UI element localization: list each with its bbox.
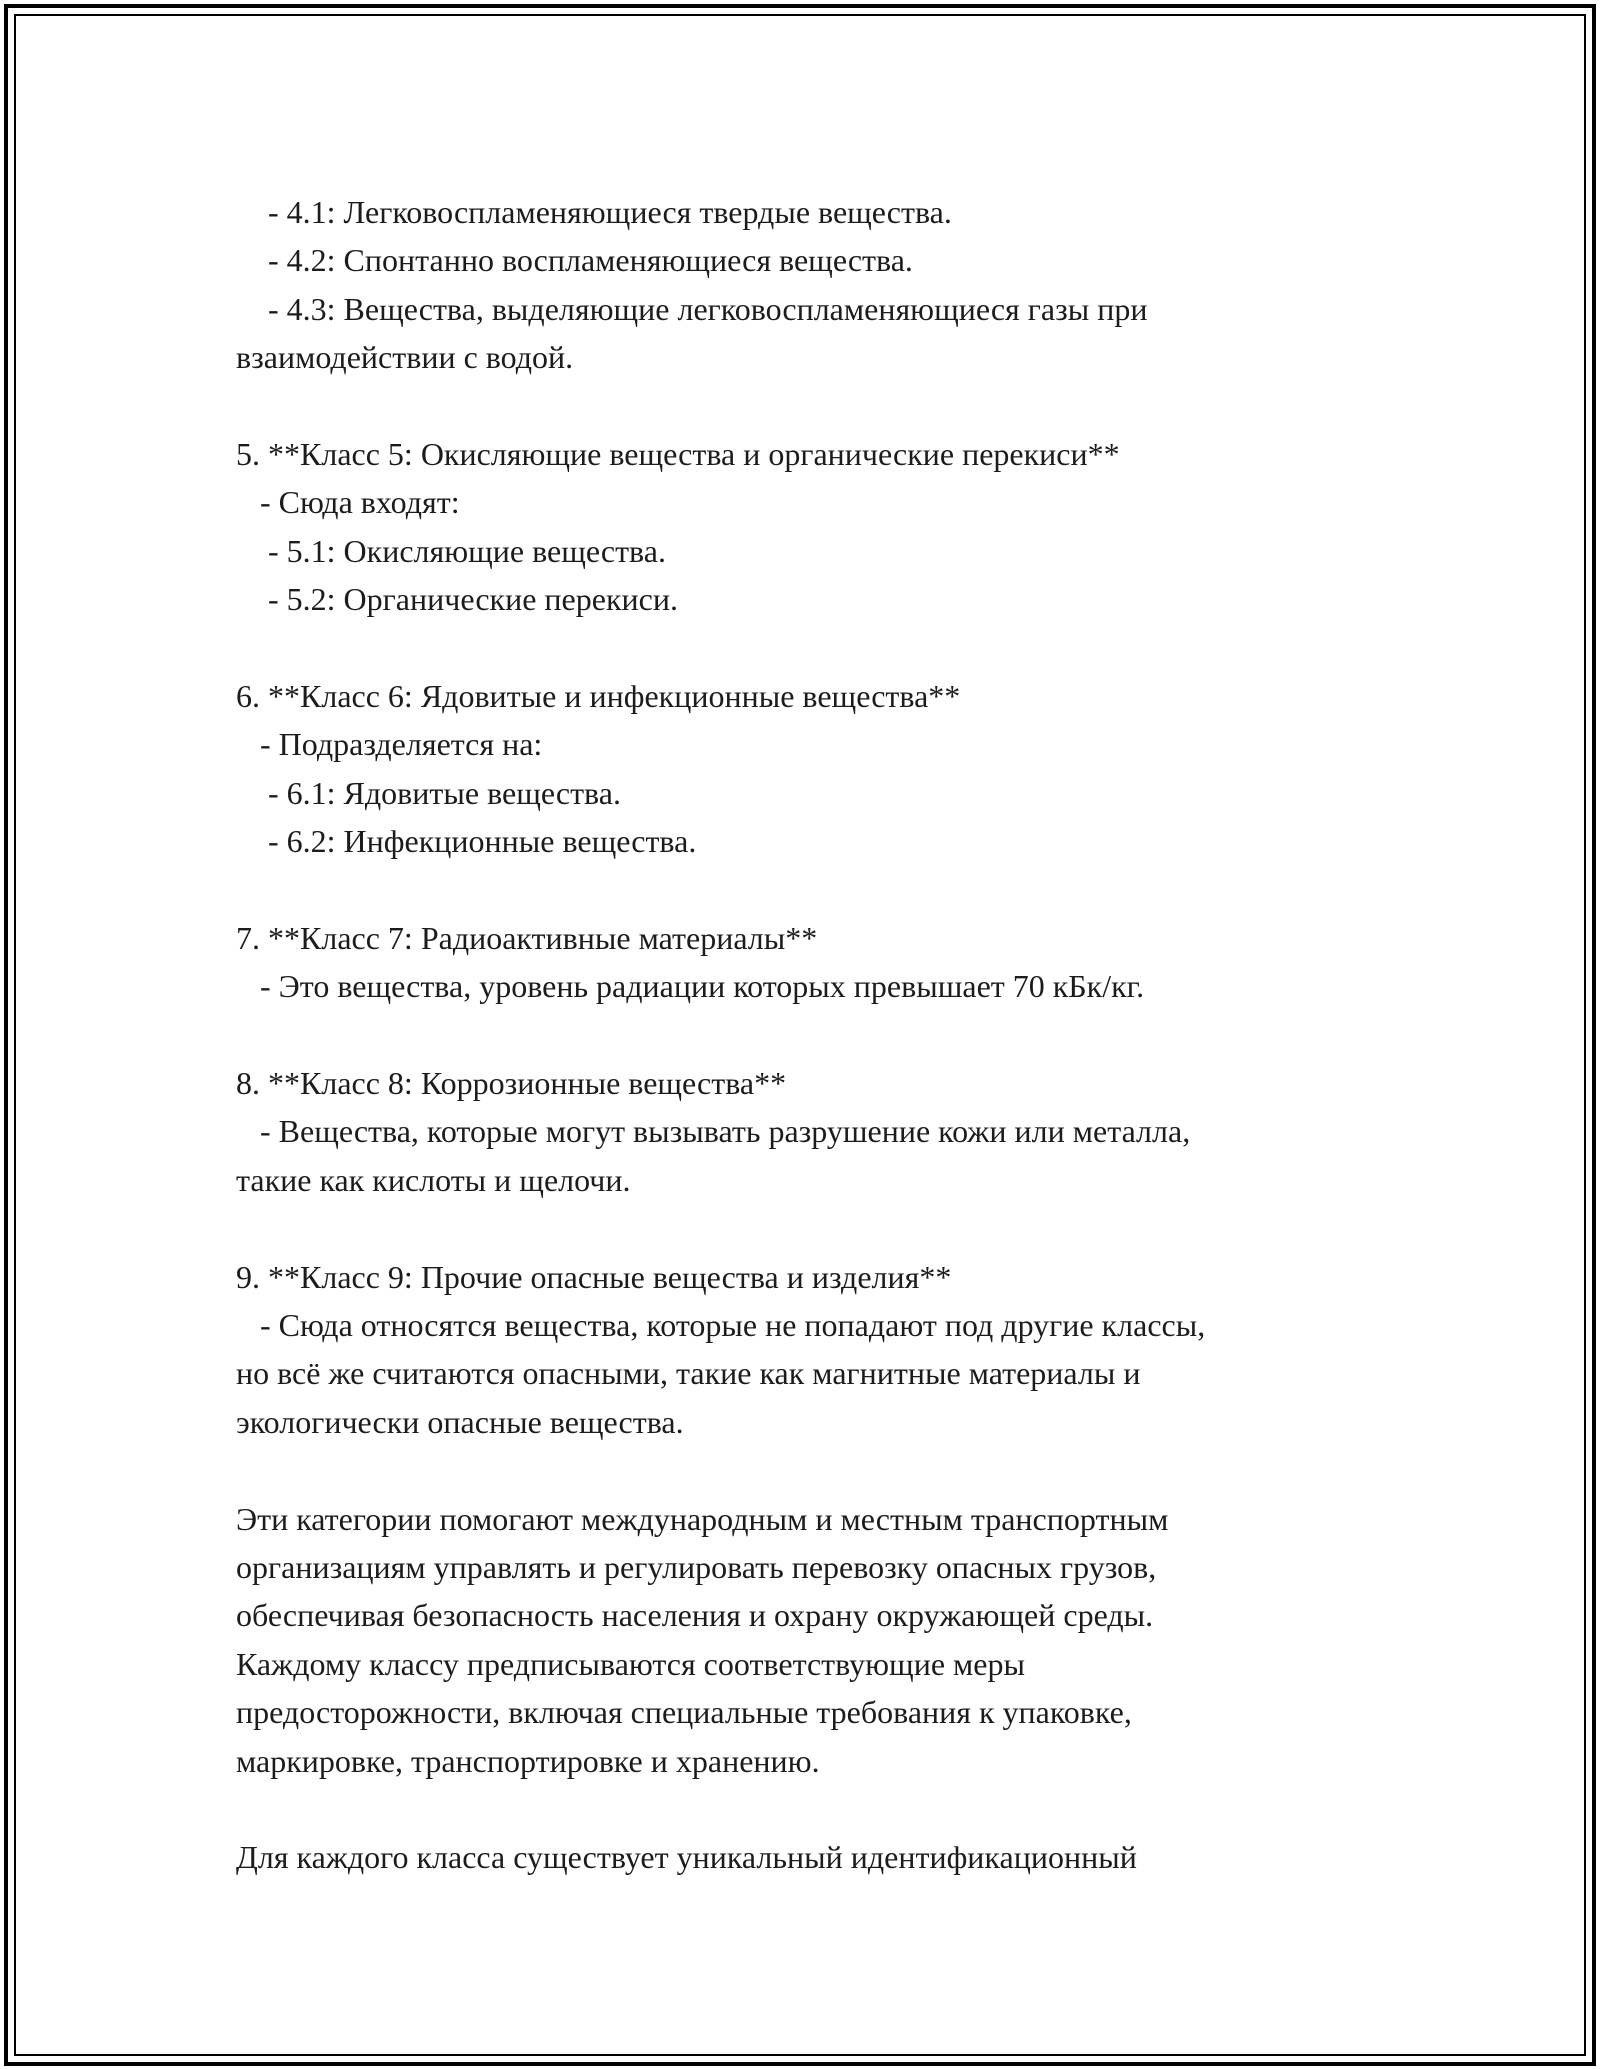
text-line: - Подразделяется на: [236, 726, 543, 763]
section-heading: 7. **Класс 7: Радиоактивные материалы** [236, 919, 818, 956]
paragraph-gap [236, 1204, 1376, 1252]
paragraph-gap [236, 382, 1376, 430]
section-8 [236, 1059, 1376, 1204]
text-line: - Сюда входят: [236, 484, 460, 521]
text-line: - 6.2: Инфекционные вещества. [236, 823, 697, 860]
text-line: - Вещества, которые могут вызывать разрушение кожи или металла, [236, 1113, 1191, 1150]
section-6 [236, 672, 1376, 866]
section-9 [236, 1253, 1376, 1447]
text-line: - Это вещества, уровень радиации которых превышает 70 кБк/кг. [236, 968, 1145, 1005]
text-line: - Сюда относятся вещества, которые не попадают под другие классы, [236, 1306, 1206, 1343]
text-line: организациям управлять и регулировать перевозку опасных грузов, [236, 1548, 1157, 1585]
paragraph-gap [236, 865, 1376, 913]
text-line: - 4.2: Спонтанно воспламеняющиеся вещества. [236, 242, 913, 279]
paragraph-gap [236, 1446, 1376, 1494]
text-line: - 4.1: Легковоспламеняющиеся твердые вещества. [236, 194, 952, 230]
text-line: взаимодействии с водой. [236, 339, 574, 376]
text-line: такие как кислоты и щелочи. [236, 1161, 631, 1198]
text-line: маркировке, транспортировке и хранению. [236, 1742, 820, 1779]
text-line: - 5.1: Окисляющие вещества. [236, 532, 666, 569]
section-5 [236, 430, 1376, 624]
paragraph-gap [236, 624, 1376, 672]
text-line: Эти категории помогают международным и местным транспортным [236, 1500, 1169, 1537]
text-line: - 6.1: Ядовитые вещества. [236, 774, 621, 811]
section-heading: 6. **Класс 6: Ядовитые и инфекционные вещества** [236, 677, 961, 714]
document-body [236, 188, 1376, 1882]
summary-paragraph [236, 1495, 1376, 1785]
paragraph-gap [236, 1785, 1376, 1833]
section-7 [236, 914, 1376, 1011]
text-line: - 5.2: Органические перекиси. [236, 581, 678, 618]
paragraph-gap [236, 1011, 1376, 1059]
text-line: предосторожности, включая специальные требования к упаковке, [236, 1694, 1132, 1731]
section-heading: 8. **Класс 8: Коррозионные вещества** [236, 1065, 787, 1102]
section-4-subclasses [236, 188, 1376, 382]
text-line: но всё же считаются опасными, такие как магнитные материалы и [236, 1355, 1141, 1392]
text-line: - 4.3: Вещества, выделяющие легковоспламеняющиеся газы при [236, 290, 1148, 327]
text-line: Для каждого класса существует уникальный идентификационный [236, 1839, 1137, 1876]
text-line: экологически опасные вещества. [236, 1403, 684, 1440]
section-heading: 5. **Класс 5: Окисляющие вещества и органические перекиси** [236, 435, 1120, 472]
text-line: Каждому классу предписываются соответствующие меры [236, 1645, 1025, 1682]
section-heading: 9. **Класс 9: Прочие опасные вещества и изделия** [236, 1258, 952, 1295]
text-line: обеспечивая безопасность населения и охрану окружающей среды. [236, 1597, 1154, 1634]
closing-paragraph [236, 1833, 1376, 1881]
